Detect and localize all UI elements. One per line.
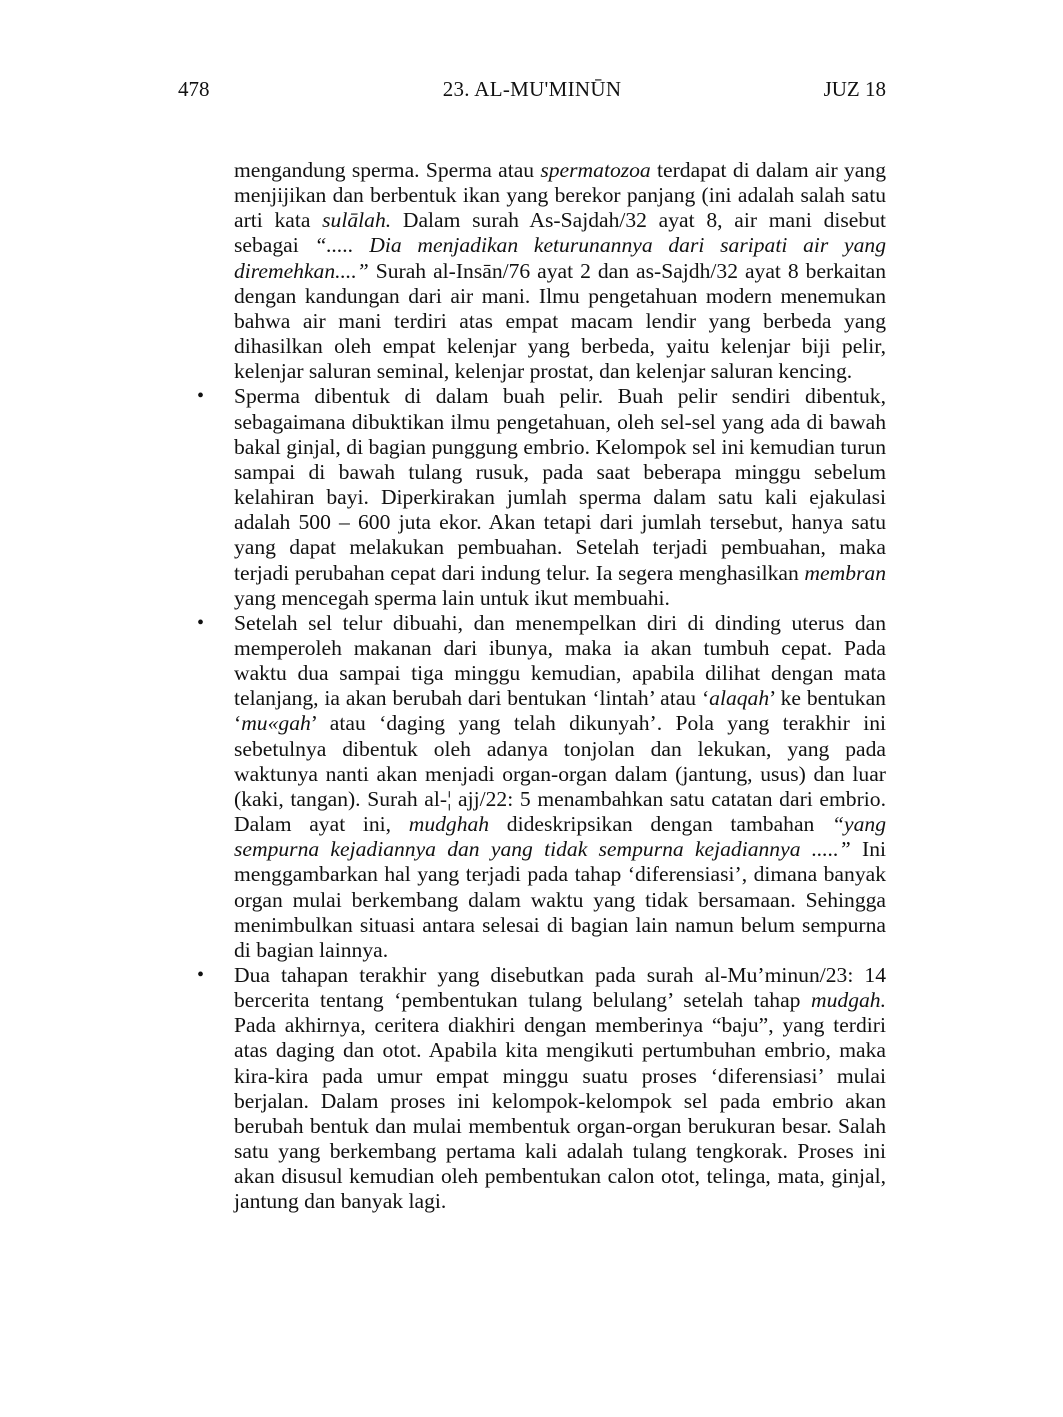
text-segment: Surah al-Insān/76 ayat 2 dan as-Sajdh/32 ayat 8 berkaitan dengan kandungan dari air mani. Ilmu pengetahuan modern menemukan bahwa air mani terdiri atas empat macam lendir yang berbeda yang dihasilkan oleh empat kelenjar yang berbeda, yaitu kelenjar biji pelir, kelenjar saluran seminal, kelenjar prostat, dan kelenjar saluran kencing.: [234, 258, 886, 384]
italic-text-segment: spermatozoa: [540, 158, 651, 182]
bullet-text: [234, 611, 886, 963]
text-segment: yang mencegah sperma lain untuk ikut membuahi.: [234, 585, 670, 610]
bullet-item: [197, 610, 886, 963]
text-segment: mengandung sperma. Sperma atau: [234, 158, 541, 182]
text-segment: ’ ke bentukan ‘: [234, 686, 886, 736]
bullet-text: [234, 963, 886, 1215]
bullet-list: [197, 384, 886, 1214]
italic-text-segment: alaqah: [709, 686, 770, 711]
bullet-marker: •: [197, 611, 205, 634]
page-body: [197, 158, 886, 1215]
text-segment: Ini menggambarkan hal yang terjadi pada tahap ‘diferensiasi’, dimana banyak organ mulai berkembang dalam waktu yang tidak bersamaan. Sehingga menimbulkan situasi antara selesai di bagian lain namun belum sempurna di bagian lainnya.: [234, 837, 886, 962]
page-number: 478: [178, 77, 210, 101]
italic-text-segment: mudgah.: [811, 988, 886, 1013]
italic-text-segment: mu«gah: [241, 711, 311, 736]
text-segment: Dua tahapan terakhir yang disebutkan pada surah al-Mu’minun/23: 14 bercerita tentang ‘pembentukan tulang belulang’ setelah tahap: [234, 963, 886, 1013]
italic-text-segment: “..... Dia menjadikan keturunannya dari saripati air yang diremehkan....”: [234, 233, 886, 283]
chapter-title: 23. AL-MU'MINŪN: [442, 77, 622, 101]
bullet-item: [197, 963, 886, 1215]
bullet-text: [234, 384, 886, 610]
text-segment: ’ atau ‘daging yang telah dikunyah’. Pola yang terakhir ini sebetulnya dibentuk oleh adanya tonjolan dan lekukan, yang pada waktunya nanti akan menjadi organ-organ dalam (jantung, usus) dan luar (kaki, tangan). Surah al-¦ ajj/22: 5 menambahkan satu catatan dari embrio. Dalam ayat ini,: [234, 711, 886, 837]
text-segment: Setelah sel telur dibuahi, dan menempelkan diri di dinding uterus dan memperoleh makanan dari ibunya, maka ia akan tumbuh cepat. Pada waktu dua sampai tiga minggu kemudian, apabila dilihat dengan mata telanjang, ia akan berubah dari bentukan ‘lintah’ atau ‘: [234, 610, 886, 711]
text-segment: Sperma dibentuk di dalam buah pelir. Buah pelir sendiri dibentuk, sebagaimana dibuktikan ilmu pengetahuan, oleh sel-sel yang ada di bawah bakal ginjal, di bagian punggung embrio. Kelompok sel ini kemudian turun sampai di bawah tulang rusuk, pada saat beberapa minggu sebelum kelahiran bayi. Diperkirakan jumlah sperma dalam satu kali ejakulasi adalah 500 – 600 juta ekor. Akan tetapi dari jumlah tersebut, hanya satu yang dapat melakukan pembuahan. Setelah terjadi pembuahan, maka terjadi perubahan cepat dari indung telur. Ia segera menghasilkan: [234, 384, 886, 585]
text-segment: dideskripsikan dengan tambahan: [489, 812, 833, 837]
italic-text-segment: sulālah.: [322, 208, 392, 233]
juz-label: JUZ 18: [823, 77, 886, 101]
italic-text-segment: mudghah: [408, 812, 490, 837]
bullet-marker: •: [197, 385, 205, 408]
italic-text-segment: “yang sempurna kejadiannya dan yang tidak sempurna kejadiannya .....”: [234, 812, 886, 862]
bullet-item: [197, 384, 886, 610]
text-segment: terdapat di dalam air yang menjijikan dan berbentuk ikan yang berekor panjang (ini adalah salah satu arti kata: [234, 158, 886, 233]
intro-paragraph: [234, 158, 886, 384]
text-segment: Dalam surah As-Sajdah/32 ayat 8, air mani disebut sebagai: [234, 208, 886, 258]
italic-text-segment: membran: [804, 560, 886, 585]
page-header: [178, 76, 886, 106]
text-segment: Pada akhirnya, ceritera diakhiri dengan memberinya “baju”, yang terdiri atas daging dan otot. Apabila kita mengikuti pertumbuhan embrio, maka kira-kira pada umur empat minggu suatu proses ‘diferensiasi’ mulai berjalan. Dalam proses ini kelompok-kelompok sel pada embrio akan berubah bentuk dan mulai membentuk organ-organ berukuran besar. Salah satu yang berkembang pertama kali adalah tulang tengkorak. Proses ini akan disusul kemudian oleh pembentukan calon otot, telinga, mata, ginjal, jantung dan banyak lagi.: [234, 1013, 886, 1214]
bullet-marker: •: [197, 964, 205, 986]
